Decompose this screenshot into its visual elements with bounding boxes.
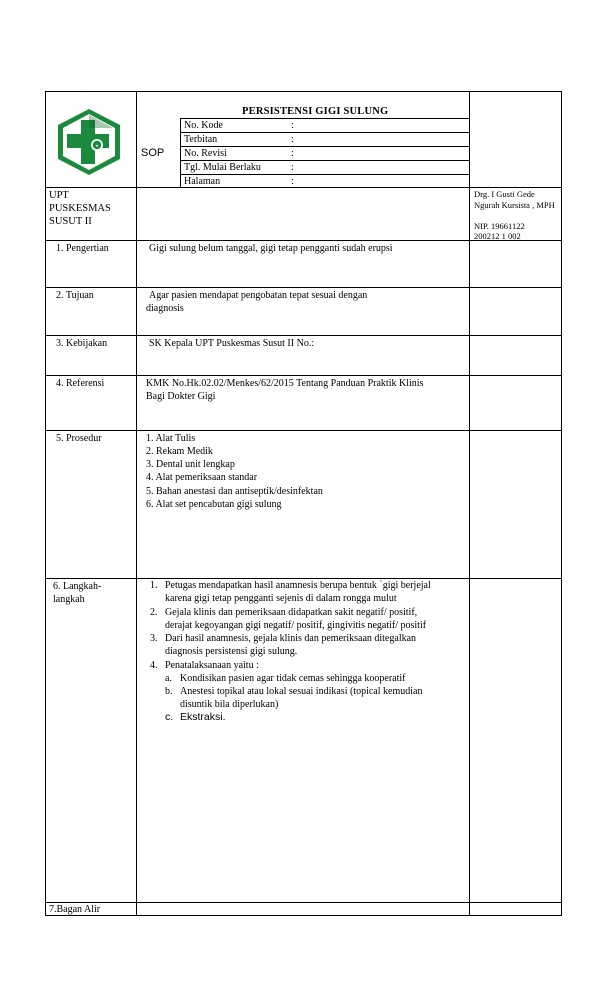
field-no-revisi-sep: : [291,148,294,159]
section-text-tujuan-1: Agar pasien mendapat pengobatan tepat sesuai dengan [149,290,368,301]
section-text-pengertian: Gigi sulung belum tanggal, gigi tetap pengganti sudah erupsi [149,243,393,254]
section-label-kebijakan: 3. Kebijakan [56,338,108,349]
section-label-pengertian: 1. Pengertian [56,243,109,254]
section-label-langkah-2: langkah [53,594,85,605]
sop-label: SOP [141,147,165,159]
signer-nip-1: NIP. 19661122 [474,221,525,231]
organization-name: UPT PUSKESMAS SUSUT II [49,190,111,227]
substep-line: Kondisikan pasien agar tidak cemas sehingga kooperatif [180,673,406,684]
signer-nip-2: 200212 1 002 [474,231,521,241]
svg-text:★: ★ [95,143,99,148]
field-no-kode-sep: : [291,120,294,131]
section-label-bagan-alir: 7.Bagan Alir [49,904,101,915]
step-number: 1. [150,580,158,591]
list-item: 5. Bahan anestasi dan antiseptik/desinfektan [146,486,323,497]
step-line: diagnosis persistensi gigi sulung. [165,646,298,657]
substep-line: Anestesi topikal atau lokal sesuai indikasi (topical kemudian [180,686,423,697]
step-number: 2. [150,607,158,618]
step-line: Petugas mendapatkan hasil anamnesis berupa bentuk `gigi berjejal [165,580,431,591]
section-text-kebijakan: SK Kepala UPT Puskesmas Susut II No.: [149,338,315,349]
section-label-tujuan: 2. Tujuan [56,290,94,301]
section-label-langkah-1: 6. Langkah- [53,581,102,592]
step-line: derajat kegoyangan gigi negatif/ positif, gingivitis negatif/ positif [165,620,427,631]
step-number: 4. [150,660,158,671]
puskesmas-logo [55,107,123,177]
substep-line: disuntik bila diperlukan) [180,699,279,710]
list-item: 6. Alat set pencabutan gigi sulung [146,499,282,510]
document-title: PERSISTENSI GIGI SULUNG [242,106,389,117]
field-tgl-mulai-sep: : [291,162,294,173]
step-number: 3. [150,633,158,644]
step-line: karena gigi tetap pengganti sejenis di dalam rongga mulut [165,593,397,604]
substep-number: b. [165,686,173,697]
substep-line: Ekstraksi. [180,711,226,723]
section-label-prosedur: 5. Prosedur [56,433,102,444]
field-no-revisi: No. Revisi [184,148,227,159]
signer-name: Drg. I Gusti Gede Ngurah Kursista , MPH [474,189,555,210]
field-terbitan-sep: : [291,134,294,145]
logo-icon [55,107,123,177]
field-no-kode: No. Kode [184,120,223,131]
substep-number: c. [165,711,174,723]
step-line: Dari hasil anamnesis, gejala klinis dan pemeriksaan ditegalkan [165,633,417,644]
step-line: Gejala klinis dan pemeriksaan didapatkan sakit negatif/ positif, [165,607,418,618]
list-item: 1. Alat Tulis [146,433,196,444]
field-halaman: Halaman [184,176,221,187]
section-text-referensi-1: KMK No.Hk.02.02/Menkes/62/2015 Tentang Panduan Praktik Klinis [146,378,424,389]
substep-number: a. [165,673,172,684]
section-label-referensi: 4. Referensi [56,378,105,389]
section-text-tujuan-2: diagnosis [146,303,184,314]
field-terbitan: Terbitan [184,134,218,145]
list-item: 3. Dental unit lengkap [146,459,235,470]
list-item: 2. Rekam Medik [146,446,213,457]
list-item: 4. Alat pemeriksaan standar [146,472,258,483]
section-text-referensi-2: Bagi Dokter Gigi [146,391,216,402]
field-tgl-mulai: Tgl. Mulai Berlaku [184,162,261,173]
step-line: Penatalaksanaan yaitu : [165,660,259,671]
field-halaman-sep: : [291,176,294,187]
